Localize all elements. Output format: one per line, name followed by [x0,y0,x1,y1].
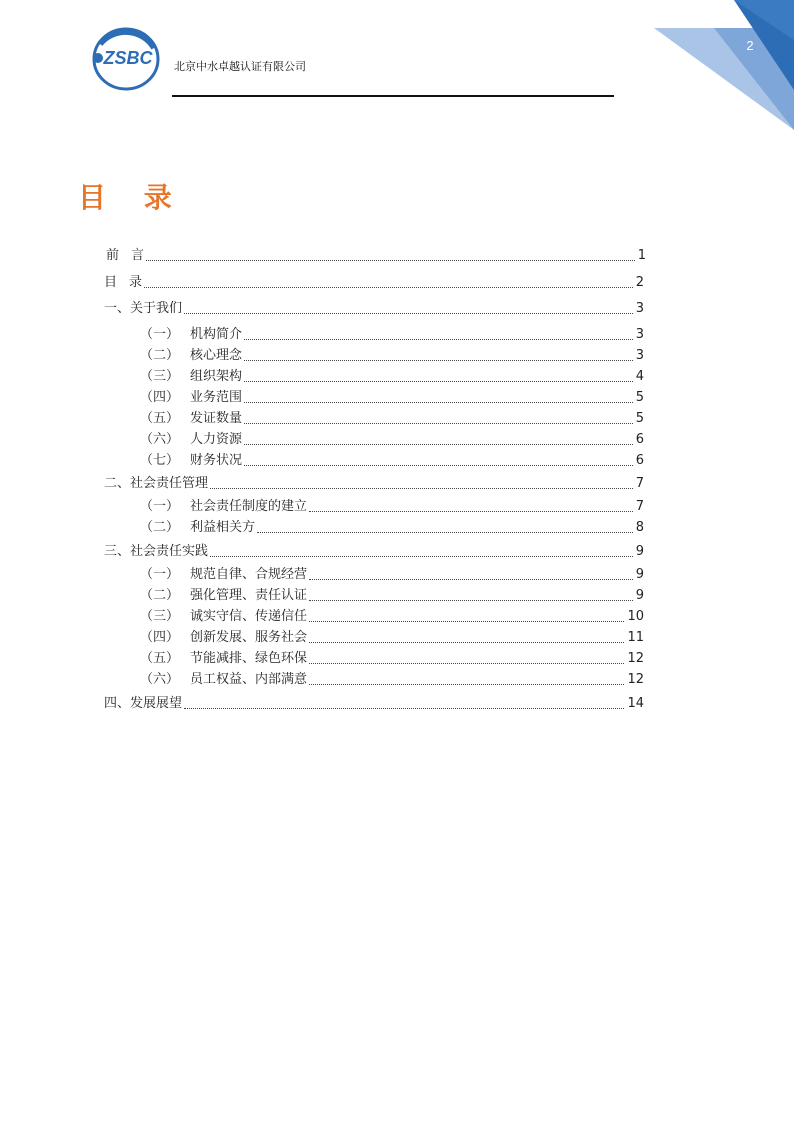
toc-entry-number: （一） [140,567,180,582]
toc-entry[interactable] [140,647,644,667]
toc-dot-leader [309,578,633,580]
toc-dot-leader [309,641,624,643]
toc-dot-leader [244,338,633,340]
toc-entry-number: （二） [140,588,180,603]
toc-dot-leader [244,443,633,445]
toc-entry[interactable] [140,428,644,448]
toc-entry[interactable] [104,271,644,291]
toc-entry-page: 10 [627,609,644,624]
toc-entry-page: 3 [635,348,644,363]
toc-entry-label: 人力资源 [190,432,243,447]
toc-entry-number: （一） [140,327,180,342]
toc-entry-label: 社会责任管理 [130,476,209,491]
toc-entry-label: 发展展望 [130,696,183,711]
toc-entry-page: 9 [635,567,644,582]
toc-entry-number: 目 [104,275,118,290]
toc-entry-page: 5 [635,411,644,426]
toc-entry-page: 9 [635,544,644,559]
toc-entry-label: 社会责任制度的建立 [190,499,308,514]
toc-dot-leader [257,531,633,533]
toc-dot-leader [184,707,624,709]
toc-entry-number: 前 [106,248,120,263]
toc-entry[interactable] [104,472,644,492]
toc-entry-page: 7 [635,499,644,514]
toc-entry-page: 12 [627,672,644,687]
toc-entry-label: 言 [131,248,145,263]
toc-entry-label: 核心理念 [190,348,243,363]
toc-dot-leader [309,599,633,601]
toc-entry-page: 11 [627,630,644,645]
corner-decoration [614,0,794,140]
toc-entry-number: （六） [140,432,180,447]
toc-entry-number: （四） [140,390,180,405]
toc-entry[interactable] [104,297,644,317]
toc-dot-leader [309,620,624,622]
toc-entry[interactable] [140,386,644,406]
toc-entry-page: 7 [635,476,644,491]
header-divider [172,95,614,97]
toc-entry[interactable] [140,605,644,625]
toc-entry-label: 发证数量 [190,411,243,426]
toc-dot-leader [244,464,633,466]
toc-dot-leader [210,487,633,489]
toc-entry[interactable] [106,244,646,264]
toc-entry-number: （二） [140,348,180,363]
toc-entry-page: 5 [635,390,644,405]
toc-entry-page: 3 [635,301,644,316]
toc-entry-number: （四） [140,630,180,645]
toc-entry-page: 1 [637,248,646,263]
toc-entry-number: （三） [140,369,180,384]
toc-entry-label: 强化管理、责任认证 [190,588,308,603]
toc-entry-number: 四、 [104,696,131,711]
toc-dot-leader [244,401,633,403]
toc-entry-number: （五） [140,651,180,666]
toc-entry-page: 9 [635,588,644,603]
toc-entry-label: 机构简介 [190,327,243,342]
toc-entry-label: 关于我们 [130,301,183,316]
company-logo [84,26,168,92]
toc-entry-page: 12 [627,651,644,666]
toc-entry[interactable] [140,323,644,343]
toc-entry-label: 财务状况 [190,453,243,468]
toc-entry[interactable] [140,495,644,515]
toc-entry-page: 3 [635,327,644,342]
toc-entry[interactable] [140,584,644,604]
toc-entry-number: （二） [140,520,180,535]
toc-dot-leader [144,286,633,288]
toc-entry[interactable] [140,344,644,364]
page-number: 2 [746,38,754,53]
toc-dot-leader [146,259,635,261]
toc-entry-number: （一） [140,499,180,514]
toc-entry-page: 6 [635,432,644,447]
toc-entry-label: 利益相关方 [190,520,256,535]
toc-entry[interactable] [140,626,644,646]
toc-entry-page: 14 [627,696,644,711]
toc-entry-label: 录 [129,275,143,290]
toc-dot-leader [309,683,624,685]
toc-entry-number: （五） [140,411,180,426]
toc-entry-page: 8 [635,520,644,535]
toc-entry-number: 二、 [104,476,131,491]
toc-entry-number: （三） [140,609,180,624]
toc-dot-leader [210,555,633,557]
toc-entry-page: 2 [635,275,644,290]
toc-dot-leader [244,380,633,382]
toc-dot-leader [309,662,624,664]
logo-text: ZSBC [103,48,153,68]
toc-dot-leader [244,422,633,424]
toc-entry-label: 业务范围 [190,390,243,405]
toc-entry[interactable] [140,365,644,385]
toc-entry-number: （七） [140,453,180,468]
toc-entry-label: 员工权益、内部满意 [190,672,308,687]
toc-entry-label: 诚实守信、传递信任 [190,609,308,624]
page-title: 目 录 [78,181,186,214]
toc-entry-label: 规范自律、合规经营 [190,567,308,582]
toc-entry[interactable] [140,668,644,688]
toc-entry[interactable] [140,563,644,583]
company-name: 北京中水卓越认证有限公司 [174,60,306,73]
toc-entry-number: 三、 [104,544,131,559]
toc-entry[interactable] [140,449,644,469]
toc-entry[interactable] [140,516,644,536]
toc-entry-label: 社会责任实践 [130,544,209,559]
toc-entry[interactable] [140,407,644,427]
toc-entry-number: 一、 [104,301,131,316]
toc-entry-page: 4 [635,369,644,384]
toc-entry[interactable] [104,692,644,712]
toc-entry-label: 节能减排、绿色环保 [190,651,308,666]
toc-dot-leader [244,359,633,361]
toc-entry-label: 组织架构 [190,369,243,384]
toc-entry[interactable] [104,540,644,560]
toc-dot-leader [184,312,633,314]
toc-entry-number: （六） [140,672,180,687]
toc-dot-leader [309,510,633,512]
toc-entry-label: 创新发展、服务社会 [190,630,308,645]
toc-entry-page: 6 [635,453,644,468]
